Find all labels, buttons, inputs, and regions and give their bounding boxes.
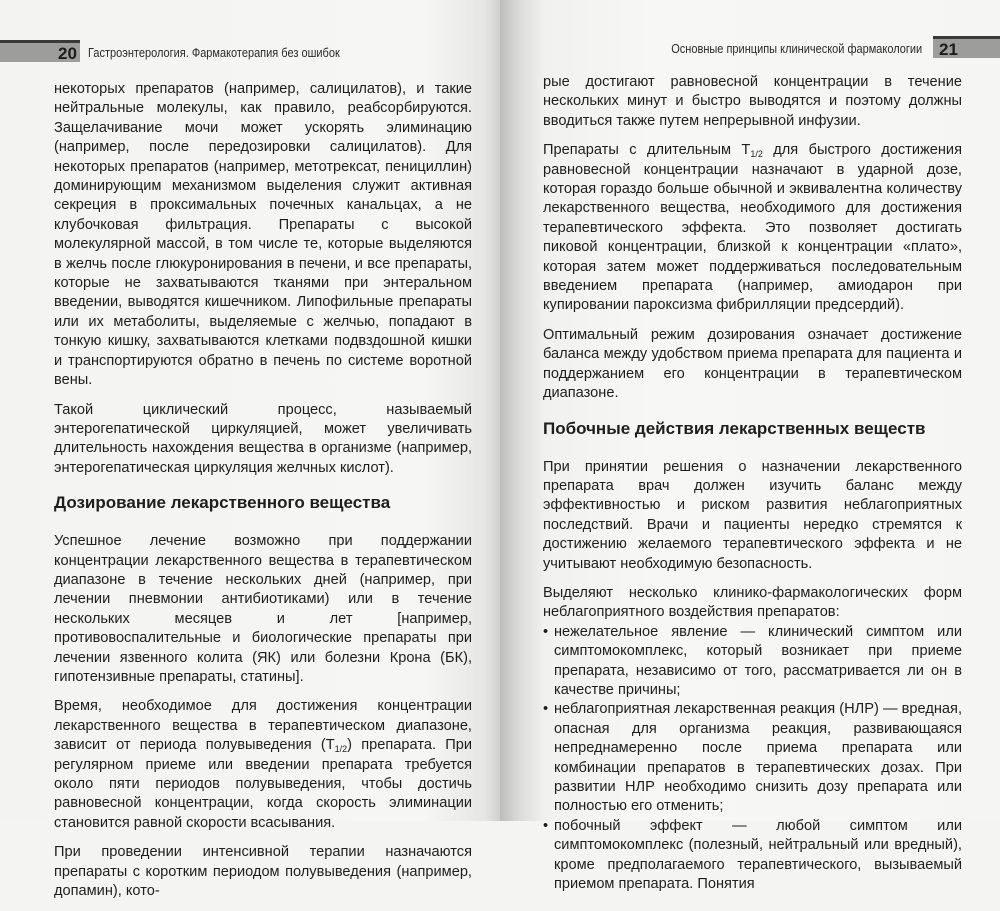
right-page — [500, 0, 1000, 893]
subscript: 1/2 — [750, 149, 763, 160]
section-heading-side-effects: Побочные действия лекарственных веществ — [543, 418, 926, 438]
paragraph-dosing: Успешное лечение возможно при поддержании концентрации лекарственного вещества в терапевтическом диапазоне в течение нескольких дней (например, при лечении пневмонии антибиотиками) или в течение нескольких месяцев и лет [например, противовоспалительные и биологические препараты при лечении язвенного колита (ЯК) или болезни Крона (БК), гипотензивные препараты, статины]. — [54, 533, 472, 685]
paragraph-optimal-regimen: Оптимальный режим дозирования означает достижение баланса между удобством приема препарата для пациента и поддержанием его концентрации в терапевтическом диапазоне. — [543, 326, 962, 402]
paragraph-excretion: некоторых препаратов (например, салицилатов), и такие нейтральные молекулы, как правило, реабсорбируются. Защелачивание мочи может ускорять элиминацию (например, после передозировки салицилатов). Для некоторых препаратов (например, метотрексат, пенициллин) доминирующим механизмом выделения служит активная секреция в проксимальных почечных канальцах, а не клубочковая фильтрация. Препараты с высокой молекулярной массой, в том числе те, которые выделяются в желчь после глюкуронирования в печени, и все препараты, которые не захватываются тканями при энтеральном введении, выводятся кишечником. Липофильные препараты или их метаболиты, выделяемые с желчью, попадают в тонкую кишку, захватываются клетками подвздошной кишки и транспортируются обратно в печень по системе воротной вены. — [54, 81, 472, 389]
paragraph-decision: При принятии решения о назначении лекарственного препарата врач должен изучить баланс между эффективностью и риском развития неблагоприятных последствий. Врачи и пациенты нередко стремятся к достижению желаемого терапевтического эффекта и не учитывают необходимую безопасность. — [543, 458, 962, 572]
subscript: 1/2 — [334, 744, 348, 755]
paragraph-loading-dose — [543, 141, 962, 316]
text: Время, необходимое для достижения концентрации лекарственного вещества в терапевтическом диапазоне, зависит от периода полувыведения (T — [54, 698, 472, 754]
paragraph-enterohepatic: Такой циклический процесс, называемый энтерогепатической циркуляцией, может увеличивать длительность нахождения вещества в организме (например, энтерогепатическая циркуляция желчных кислот). — [54, 401, 472, 476]
left-page — [0, 0, 500, 900]
paragraph-halflife — [54, 697, 472, 833]
text: ) препарата. При регулярном приеме или введении препарата требуется около пяти периодов полувыведения, чтобы достичь равновесной концентрации, когда скорость элиминации становится равной скорости всасывания. — [54, 737, 472, 831]
page-number: 20 — [58, 44, 77, 63]
paragraph-continuation: рые достигают равновесной концентрации в течение нескольких минут и быстро выводятся и поэтому должны вводиться также путем непрерывной инфузии. — [543, 74, 962, 129]
list-item: • неблагоприятная лекарственная реакция (НЛР) — вредная, опасная для организма реакция, развивающаяся непреднамеренно после приема препарата или комбинации препаратов в терапевтических дозах. При развитии НЛР необходимо снизить дозу препарата или полностью его отменить; — [543, 700, 962, 816]
left-page-body — [54, 80, 472, 911]
paragraph-forms-intro: Выделяют несколько клинико-фармакологических форм неблагоприятного воздействия препаратов: — [543, 584, 962, 621]
text: Препараты с длительным T — [543, 142, 751, 159]
section-heading-dosing: Дозирование лекарственного вещества — [54, 493, 391, 513]
right-page-body — [543, 73, 962, 894]
running-header: Основные принципы клинической фармакологии — [671, 42, 922, 56]
list-item: • побочный эффект — любой симптом или симптомокомплекс (полезный, нейтральный или вредный), кроме предполагаемого терапевтического, вызываемый приемом препарата. Понятия — [543, 817, 962, 895]
list-item: • нежелательное явление — клинический симптом или симптомокомплекс, который возникает при приеме препарата, независимо от того, рассматривается ли он в качестве причины; — [543, 623, 962, 701]
text: для быстрого достижения равновесной концентрации назначают в ударной дозе, которая гораздо больше обычной и эквивалентна количеству лекарственного вещества, необходимого для достижения терапевтического эффекта. Это позволяет достигать пиковой концентрации, близкой к концентрации «плато», которая затем может поддерживаться последовательным введением препарата (например, амиодарон при купировании пароксизма фибрилляции предсердий). — [543, 142, 962, 314]
paragraph-intensive: При проведении интенсивной терапии назначаются препараты с коротким периодом полувыведения (например, допамин), кото- — [54, 844, 472, 900]
page-number: 21 — [939, 40, 958, 59]
bullet-list — [543, 623, 962, 895]
running-header: Гастроэнтерология. Фармакотерапия без ошибок — [88, 46, 340, 60]
